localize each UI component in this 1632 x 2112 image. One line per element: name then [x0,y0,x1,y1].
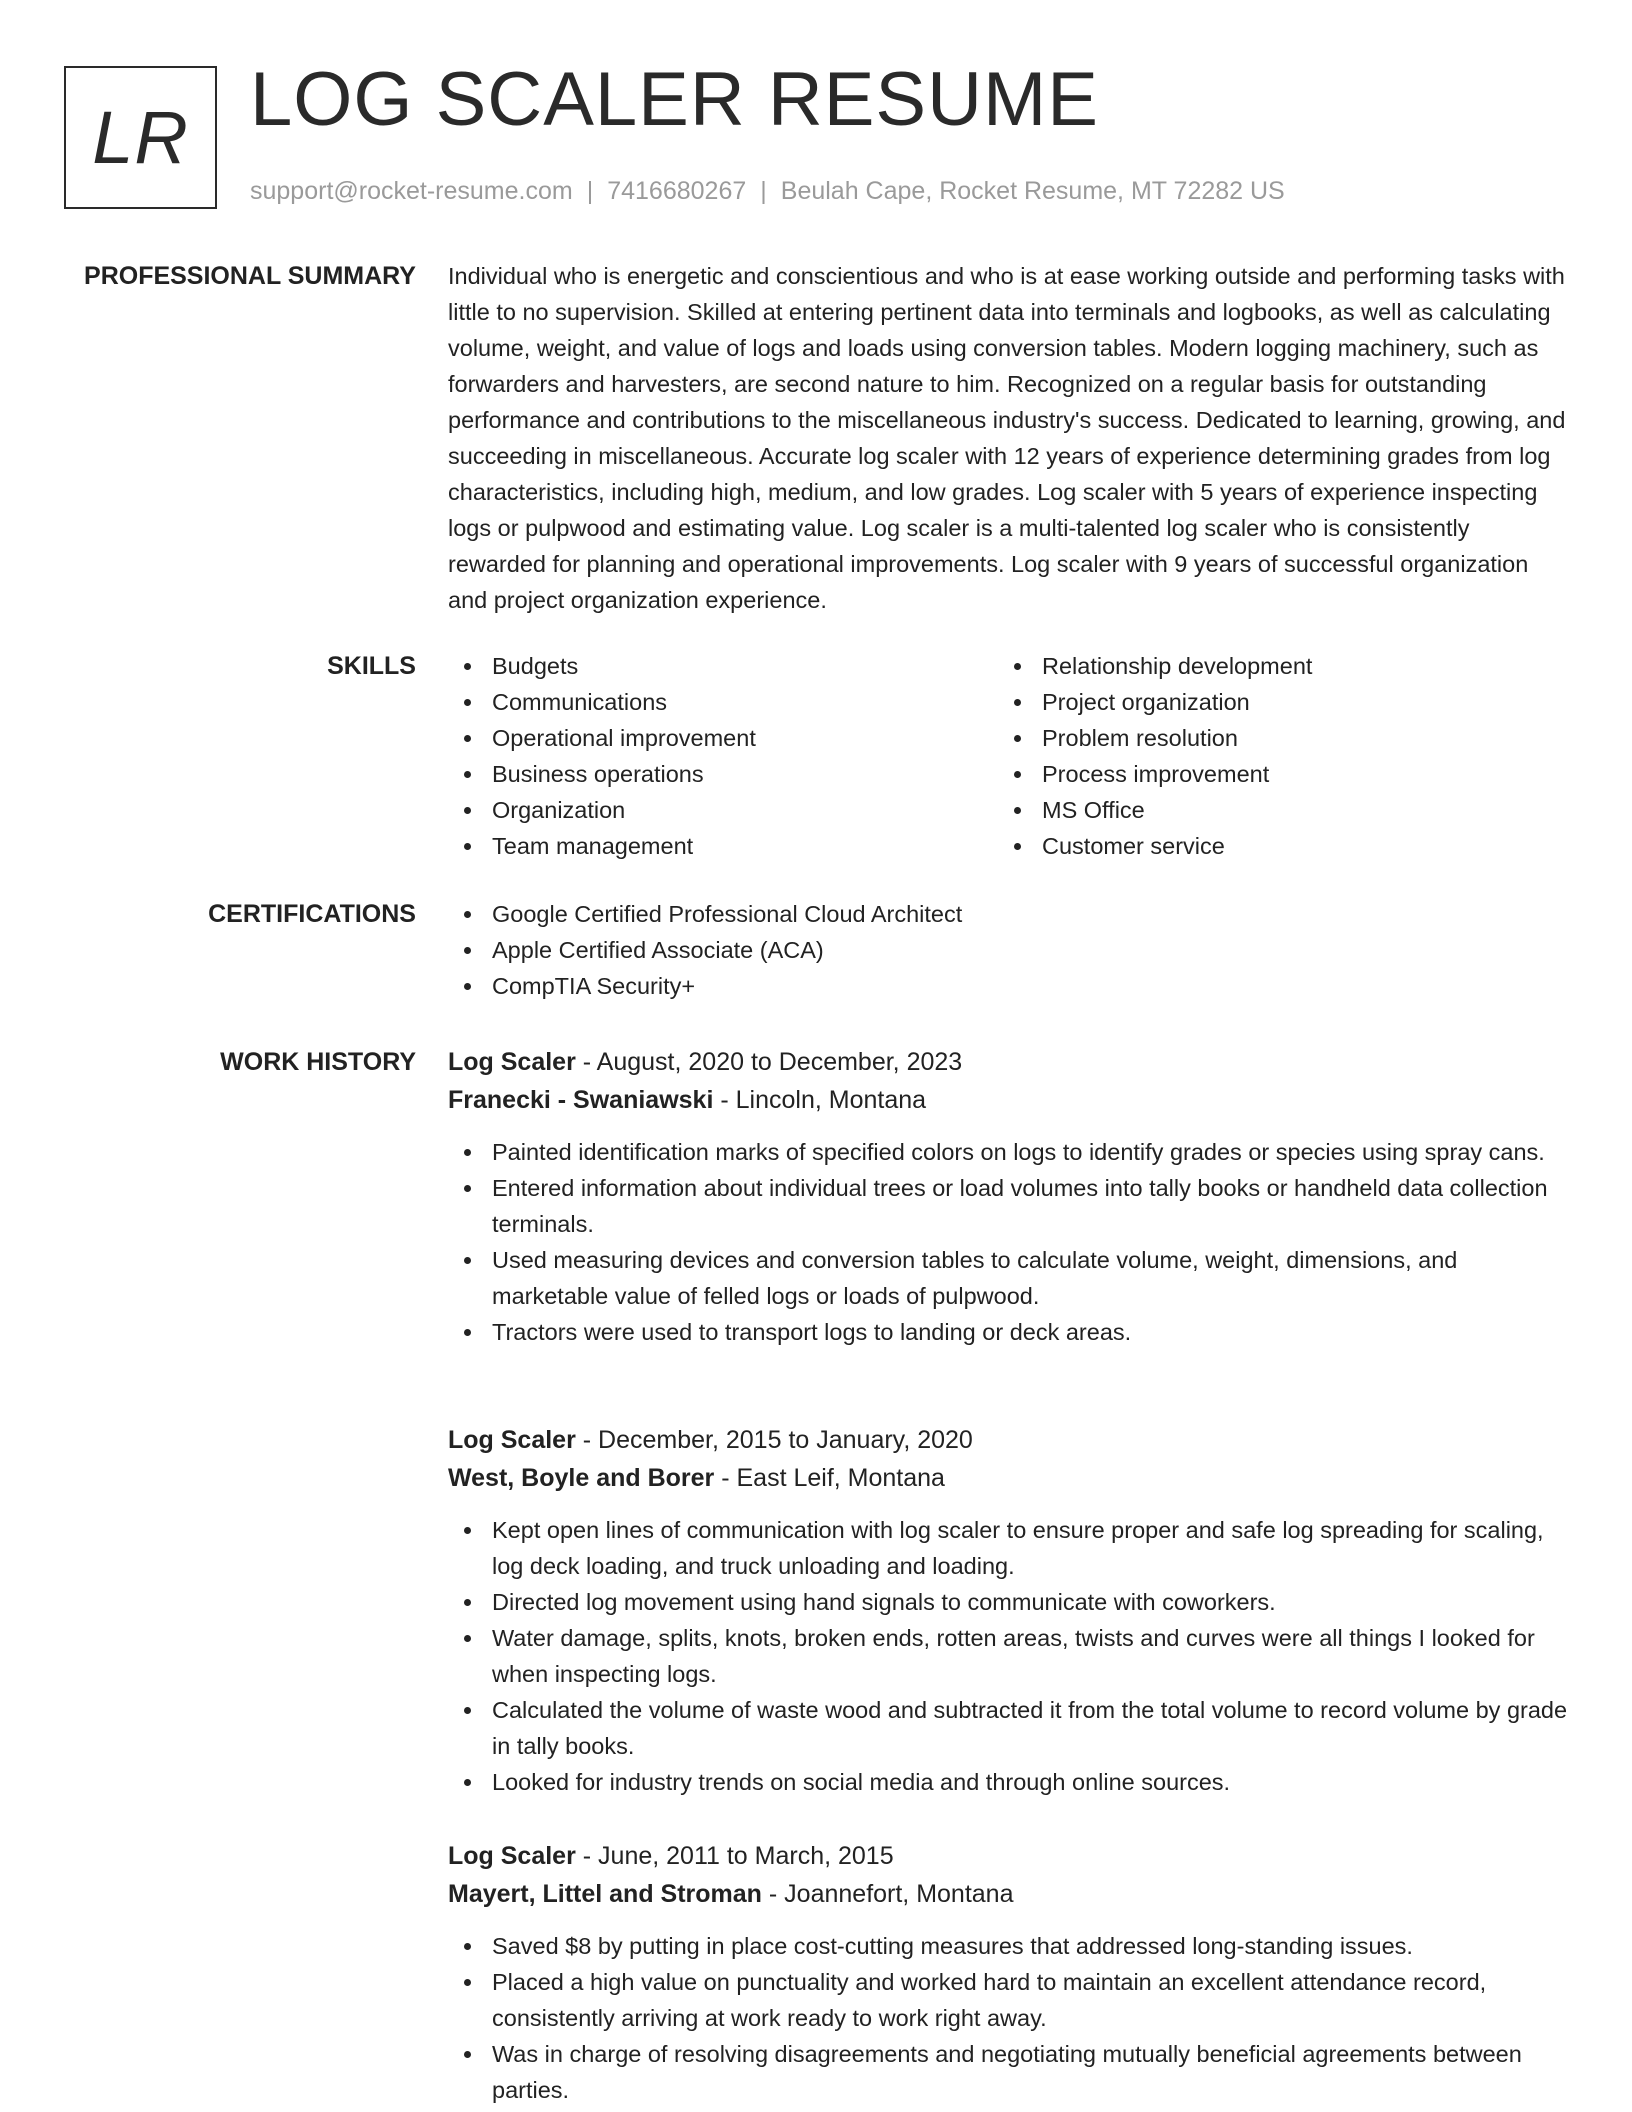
certification-item: CompTIA Security+ [448,968,1568,1004]
job-company: Franecki - Swaniawski [448,1086,714,1114]
job-company: West, Boyle and Borer [448,1464,715,1492]
job-bullet: Kept open lines of communication with log scaler to ensure proper and safe log spreading for scaling, log deck loading, and truck unloading and loading. [448,1512,1568,1584]
job-dates: - June, 2011 to March, 2015 [575,1842,894,1870]
job-entry [448,1422,1568,1800]
job-title: Log Scaler [448,1048,576,1076]
skill-item: Communications [448,684,998,720]
monogram-initials: LR [92,95,189,179]
section-label-skills: SKILLS [327,652,416,680]
job-bullet: Used measuring devices and conversion tables to calculate volume, weight, dimensions, and marketable value of felled logs or loads of pulpwood. [448,1242,1568,1314]
job-title-line [448,1838,1568,1874]
skill-item: Relationship development [998,648,1548,684]
section-label-summary: PROFESSIONAL SUMMARY [84,262,416,290]
job-location: - Lincoln, Montana [713,1086,927,1114]
job-dates: - August, 2020 to December, 2023 [575,1048,963,1076]
job-entry [448,1044,1568,1350]
job-bullet: Calculated the volume of waste wood and subtracted it from the total volume to record volume by grade in tally books. [448,1692,1568,1764]
skill-item: Operational improvement [448,720,998,756]
skills-list-left [448,648,998,864]
job-company-line [448,1080,1568,1120]
contact-email[interactable]: support@rocket-resume.com [250,177,573,205]
job-bullets [448,1928,1568,2108]
contact-separator: | [586,177,594,205]
skill-item: Business operations [448,756,998,792]
skill-item: MS Office [998,792,1548,828]
job-entry [448,1838,1568,2108]
skills-grid [448,648,1568,864]
job-company: Mayert, Littel and Stroman [448,1880,762,1908]
skill-item: Project organization [998,684,1548,720]
job-bullet: Painted identification marks of specified colors on logs to identify grades or species using spray cans. [448,1134,1568,1170]
contact-address: Beulah Cape, Rocket Resume, MT 72282 US [780,177,1285,205]
section-label-certifications: CERTIFICATIONS [208,900,416,928]
certification-item: Apple Certified Associate (ACA) [448,932,1568,968]
summary-text: Individual who is energetic and conscientious and who is at ease working outside and performing tasks with little to no supervision. Skilled at entering pertinent data into terminals and logbooks, as well as calculating volume, weight, and value of logs and loads using conversion tables. Modern logging machinery, such as forwarders and harvesters, are second nature to him. Recognized on a regular basis for outstanding performance and contributions to the miscellaneous industry's success. Dedicated to learning, growing, and succeeding in miscellaneous. Accurate log scaler with 12 years of experience determining grades from log characteristics, including high, medium, and low grades. Log scaler with 5 years of experience inspecting logs or pulpwood and estimating value. Log scaler is a multi-talented log scaler who is consistently rewarded for planning and operational improvements. Log scaler with 9 years of successful organization and project organization experience. [448,263,1566,613]
job-bullet: Entered information about individual trees or load volumes into tally books or handheld data collection terminals. [448,1170,1568,1242]
job-bullet: Looked for industry trends on social media and through online sources. [448,1764,1568,1800]
skill-item: Team management [448,828,998,864]
contact-separator: | [760,177,767,205]
skill-item: Budgets [448,648,998,684]
skills-list-right [998,648,1548,864]
section-label-work-history: WORK HISTORY [220,1048,416,1076]
job-bullet: Tractors were used to transport logs to landing or deck areas. [448,1314,1568,1350]
job-bullet: Water damage, splits, knots, broken ends, rotten areas, twists and curves were all things I looked for when inspecting logs. [448,1620,1568,1692]
skill-item: Process improvement [998,756,1548,792]
job-title-line [448,1044,1568,1080]
job-location: - Joannefort, Montana [761,1880,1014,1908]
job-company-line [448,1874,1568,1914]
monogram-logo [64,66,217,209]
job-bullets [448,1134,1568,1350]
job-company-line [448,1458,1568,1498]
job-bullet: Placed a high value on punctuality and worked hard to maintain an excellent attendance record, consistently arriving at work ready to work right away. [448,1964,1568,2036]
certifications-list [448,896,1568,1004]
job-bullet: Saved $8 by putting in place cost-cutting measures that addressed long-standing issues. [448,1928,1568,1964]
resume-title: LOG SCALER RESUME [250,57,1099,142]
job-location: - East Leif, Montana [714,1464,945,1492]
job-title: Log Scaler [448,1842,576,1870]
job-bullet: Directed log movement using hand signals to communicate with coworkers. [448,1584,1568,1620]
skill-item: Customer service [998,828,1548,864]
contact-line [250,176,1285,206]
job-bullet: Was in charge of resolving disagreements and negotiating mutually beneficial agreements between parties. [448,2036,1568,2108]
skill-item: Problem resolution [998,720,1548,756]
certification-item: Google Certified Professional Cloud Architect [448,896,1568,932]
job-dates: - December, 2015 to January, 2020 [575,1426,973,1454]
job-title-line [448,1422,1568,1458]
skill-item: Organization [448,792,998,828]
job-title: Log Scaler [448,1426,576,1454]
job-bullets [448,1512,1568,1800]
contact-phone[interactable]: 7416680267 [607,177,747,205]
